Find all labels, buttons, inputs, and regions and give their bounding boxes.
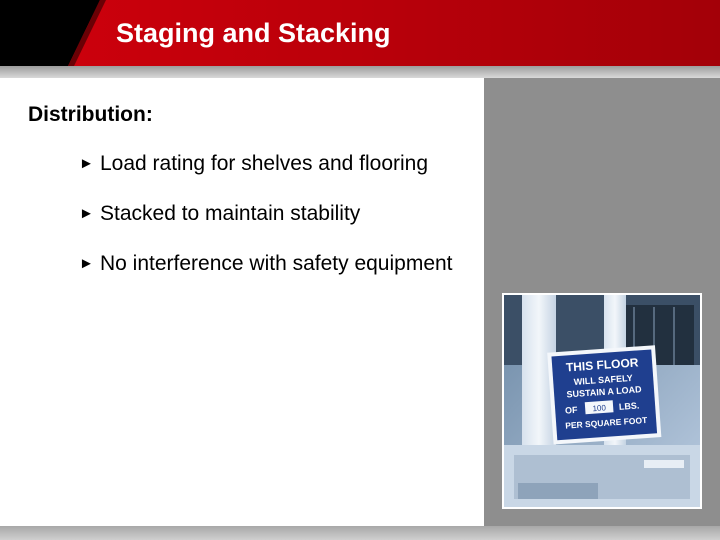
slide-title: Staging and Stacking bbox=[116, 18, 391, 48]
arrow-bullet-icon: ► bbox=[79, 255, 94, 272]
arrow-bullet-icon: ► bbox=[79, 205, 94, 222]
sign-text-line: THIS FLOOR bbox=[565, 355, 639, 375]
sign-text-line: SUSTAIN A LOAD bbox=[566, 384, 642, 400]
bullet-item bbox=[79, 150, 474, 178]
sign-text-line: OF bbox=[564, 404, 578, 416]
bullet-item bbox=[79, 250, 474, 278]
section-heading: Distribution: bbox=[28, 103, 153, 126]
bullet-item bbox=[79, 200, 474, 228]
bullet-list bbox=[79, 150, 474, 278]
arrow-bullet-icon: ► bbox=[79, 155, 94, 172]
title-divider bbox=[0, 66, 720, 78]
sign-text-line: LBS. bbox=[618, 400, 640, 412]
floor-load-sign-photo bbox=[502, 293, 702, 509]
sign-text-line: PER SQUARE FOOT bbox=[564, 414, 648, 431]
bullet-text: Load rating for shelves and flooring bbox=[100, 152, 429, 175]
bullet-text: Stacked to maintain stability bbox=[100, 202, 361, 225]
bullet-text: No interference with safety equipment bbox=[100, 252, 453, 275]
sign-text-line: WILL SAFELY bbox=[573, 372, 634, 387]
footer-bar bbox=[0, 526, 720, 540]
sign-load-value: 100 bbox=[592, 403, 607, 414]
